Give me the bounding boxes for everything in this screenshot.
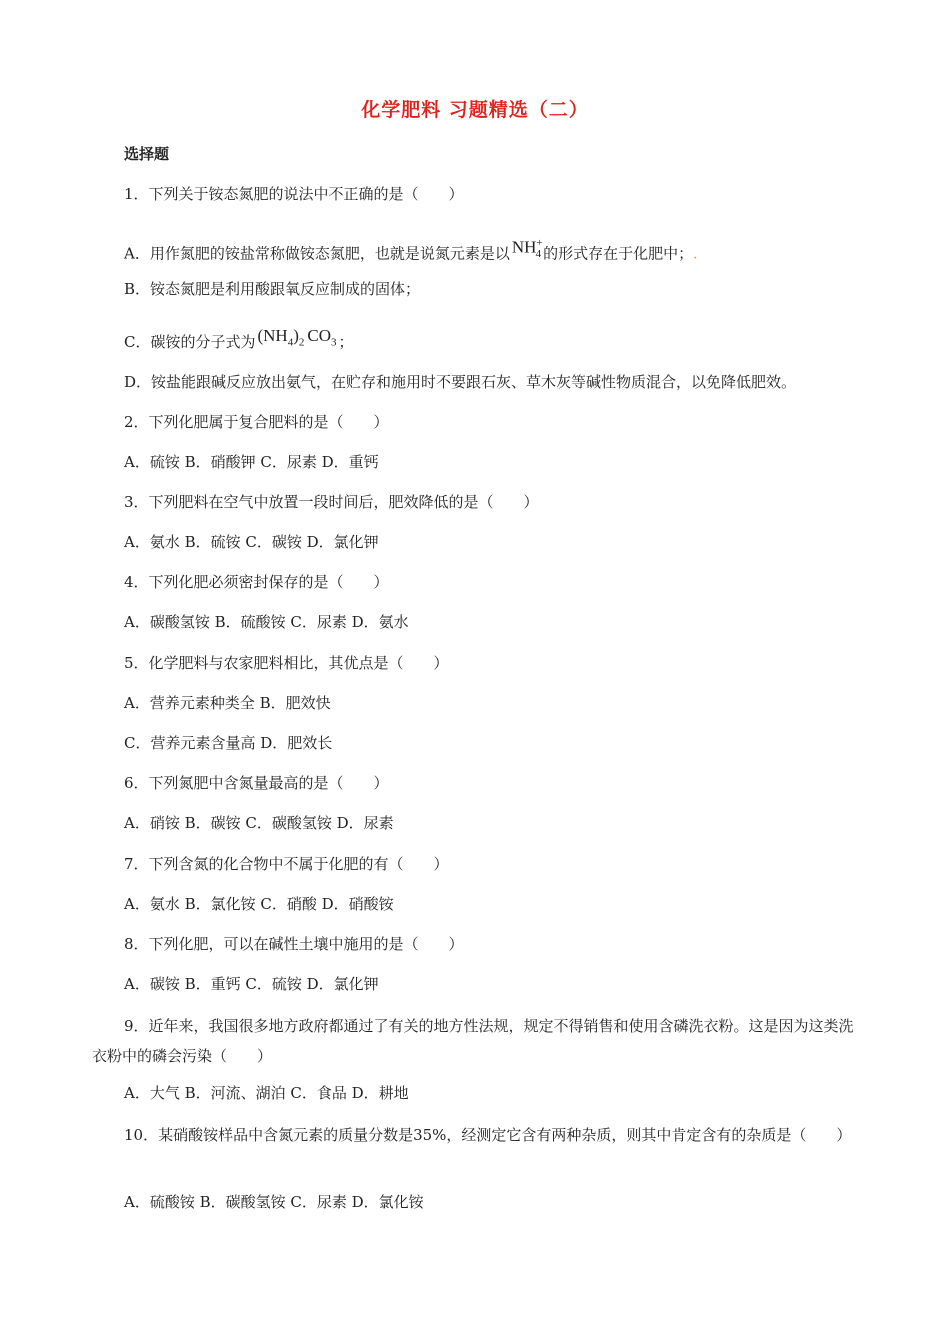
question-10-stem: 10．某硝酸铵样品中含氮元素的质量分数是35%，经测定它含有两种杂质，则其中肯定含有的杂质是（ ） (124, 1126, 852, 1144)
q1-c-text: C．碳铵的分子式为 (124, 333, 256, 351)
question-6-options: A．硝铵 B．碳铵 C．碳酸氢铵 D．尿素 (124, 814, 394, 832)
question-8-stem: 8．下列化肥，可以在碱性土壤中施用的是（ ） (124, 935, 464, 953)
ammonium-formula: $NH^+_4$ (511, 237, 543, 261)
question-2-options: A．硫铵 B．硝酸钾 C．尿素 D．重钙 (124, 453, 379, 471)
question-5-options-1: A．营养元素种类全 B．肥效快 (124, 694, 331, 712)
question-6-stem: 6．下列氮肥中含氮量最高的是（ ） (124, 774, 389, 792)
question-2-stem: 2．下列化肥属于复合肥料的是（ ） (124, 413, 389, 431)
question-10-options: A．硫酸铵 B．碳酸氢铵 C．尿素 D．氯化铵 (124, 1193, 424, 1211)
q1-a-text-end: 的形式存在于化肥中； (543, 244, 694, 263)
question-8-options: A．碳铵 B．重钙 C．硫铵 D．氯化钾 (124, 975, 379, 993)
stray-mark-icon: . (693, 246, 698, 263)
question-4-stem: 4．下列化肥必须密封保存的是（ ） (124, 573, 389, 591)
question-5-stem: 5．化学肥料与农家肥料相比，其优点是（ ） (124, 654, 449, 672)
question-7-stem: 7．下列含氮的化合物中不属于化肥的有（ ） (124, 855, 449, 873)
question-1-stem: 1．下列关于铵态氮肥的说法中不正确的是（ ） (124, 185, 464, 203)
question-1-option-d: D．铵盐能跟碱反应放出氨气，在贮存和施用时不要跟石灰、草木灰等碱性物质混合，以免降低肥效。 (124, 373, 797, 391)
question-1-option-a (124, 239, 698, 270)
section-heading: 选择题 (124, 145, 170, 163)
question-3-options: A．氨水 B．硫铵 C．碳铵 D．氯化钾 (124, 533, 379, 551)
ammonium-carbonate-formula: $(NH_4)_2$ $CO_3$ (257, 326, 337, 349)
question-1-option-b: B．铵态氮肥是利用酸跟氧反应制成的固体； (124, 280, 421, 298)
page-title: 化学肥料 习题精选（二） (361, 99, 589, 121)
question-3-stem: 3．下列肥料在空气中放置一段时间后，肥效降低的是（ ） (124, 493, 539, 511)
question-1-option-c (124, 326, 354, 358)
question-4-options: A．碳酸氢铵 B．硫酸铵 C．尿素 D．氨水 (124, 613, 409, 631)
question-7-options: A．氨水 B．氯化铵 C．硝酸 D．硝酸铵 (124, 895, 394, 913)
question-5-options-2: C．营养元素含量高 D．肥效长 (124, 734, 333, 752)
question-9-options: A．大气 B．河流、湖泊 C．食品 D．耕地 (124, 1084, 409, 1102)
q1-c-text-end: ； (338, 333, 354, 351)
q1-a-text: A．用作氮肥的铵盐常称做铵态氮肥，也就是说氮元素是以 (124, 244, 510, 263)
question-9-stem: 9．近年来，我国很多地方政府都通过了有关的地方性法规，规定不得销售和使用含磷洗衣粉。这是因为这类洗衣粉中的磷会污染（ ） (92, 1017, 854, 1065)
